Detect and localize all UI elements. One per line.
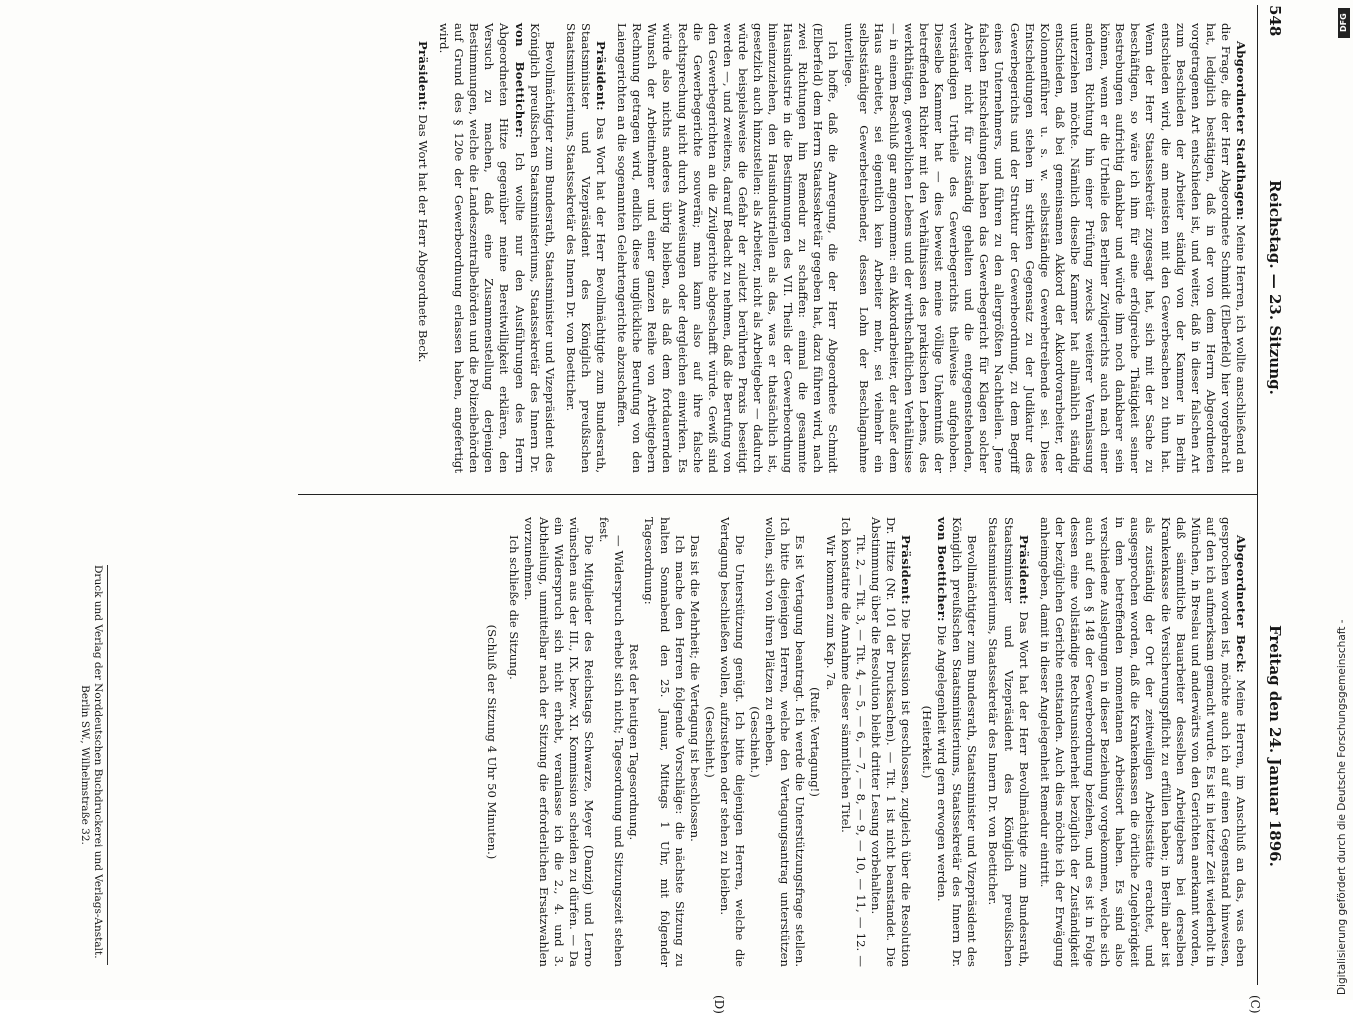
speaker-intro: Bevollmächtigter zum Bundesrath, Staatsminister und Vizepräsident des Königlich preußischen Staatsministeriums, Staatssekretär des Innern Dr.	[527, 23, 557, 473]
interjection: (Heiterkeit.)	[920, 705, 935, 779]
speech-text: Meine Herren, ich wollte anschließend an die Frage, die der Herr Abgeordnete Schmidt (Elberfeld) hier vorgebracht hat, lediglich bestätigen, daß in der von dem Herrn Abgeordneten vorgetragenen Art entschieden ist, und weiter, daß in dieser falschen Art zum Beschieden der Arbeiter ständig von der Kammer in Berlin entschieden wird, die am meisten mit den Gewerbesachen zu thun hat. Wenn der Herr Staatssekretär zugesagt hat, sich mit der Sache zu beschäftigen, so wäre ich ihm für eine erfolgreiche Thätigkeit seiner Bestrebungen aufrichtig dankbar und würde ihm noch dankbarer sein können, wenn er die Urtheile des Berliner Zivilgerichts auch nach einer anderen Richtung hin einer Prüfung zwecks weiterer Veranlassung unterziehen möchte. Nämlich dieselbe Kammer hat allmählich ständig entschieden, daß bei gemeinsamen Akkord der Akkordvorarbeiter, der Kolonnenführer u. s. w. selbstständige Gewerbetreibende sei. Diese Entscheidungen stehen im strikten Gegensatz zu der Judikatur des Gewerbegerichts und der Struktur der Gewerbeordnung, zu dem Begriff eines Unternehmers, und führen zu den allergrößten Nachtheilen. Jene falschen Entscheidungen haben das Gewerbegericht für Klagen solcher Arbeiter nicht für zuständig gehalten und die entgegenstehenden, verständigen Urtheile des Gewerbegerichts theilweise aufgehoben. Dieselbe Kammer hat — dies beweist meine völlige Unkenntniß der betreffenden Richter mit den Verhältnissen des praktischen Lebens, des werkthätigen, gewerblichen Lebens und der wirthschaftlichen Verhältnisse — in einem Beschluß gar angenommen: ein Akkordarbeiter, der außer dem Haus arbeitet, sei eigentlich kein Arbeiter mehr, sei vielmehr ein selbstständiger Gewerbetreibender, dessen Lohn der Beschlagnahme unterliege.	[841, 23, 1248, 473]
paragraph	[985, 517, 1030, 967]
speaker: Präsident:	[899, 535, 914, 605]
paragraph: Wir kommen zum Kap. 7a.	[823, 535, 838, 691]
page-number: 548	[1266, 5, 1284, 37]
speech-text: Ich wollte nur den Ausführungen des Herrn Abgeordneten Hitze gegenüber meine Bereitwilligkeit erklären, den Versuch zu machen, daß eine Zusammenstellung derjenigen Bestimmungen, welche die Landeszentralbehörden und die Polizeibehörden auf Grund des § 120e der Gewerbeordnung erlassen haben, angefertigt wird.	[437, 23, 527, 473]
paragraph: Ich schließe die Sitzung.	[506, 535, 521, 680]
paragraph: — Widerspruch erhebt sich nicht; Tagesordnung und Sitzungszeit stehen fest.	[597, 517, 627, 967]
speech-text: Das Wort hat der Herr Bevollmächtigte zum Bundesrath, Staatsminister und Vizepräsident des Königlich preußischen Staatsministeriums, Staatssekretär des Innern Dr. von Boetticher.	[986, 517, 1031, 967]
header-right-title: Freitag den 24. Januar 1896.	[1266, 625, 1284, 867]
paragraph	[840, 23, 1248, 473]
interjection: (Rufe: Vertagung!)	[808, 687, 823, 797]
agenda-item: Rest der heutigen Tagesordnung.	[627, 643, 642, 841]
speaker: von Boetticher:	[512, 23, 527, 139]
rotated-page-content	[46, 5, 1286, 1014]
paragraph: Ich mache den Herren folgende Vorschläge: die nächste Sitzung zu halten Sonnabend den 25. Januar, Mittags 1 Uhr, mit folgender Tagesordnung:	[642, 517, 687, 967]
imprint-line: Berlin SW., Wilhelmstraße 32.	[79, 685, 91, 845]
speaker-intro: Bevollmächtigter zum Bundesrath, Staatsminister und Vizepräsident des Königlich preußischen Staatsministeriums, Staatssekretär des Innern Dr.	[950, 517, 980, 967]
header-rule	[1257, 5, 1258, 985]
paragraph	[934, 517, 979, 967]
speech-text: Die Diskussion ist geschlossen, zugleich über die Resolution Dr. Hitze (Nr. 101 der Drucksachen). — Tit. 1 ist nicht beanstandet. Die Abstimmung über die Resolution bleibt dritter Lesung vorbehalten.	[868, 517, 914, 967]
header-left-title: Reichstag. — 23. Sitzung.	[1266, 180, 1284, 395]
digitization-note: Digitalisierung gefördert durch die Deutsche Forschungsgemeinschaft -	[1336, 619, 1348, 995]
paragraph	[868, 517, 913, 967]
speaker: Abgeordneter Stadthagen:	[1234, 41, 1248, 221]
right-column	[484, 517, 1248, 967]
session-closing: (Schluß der Sitzung 4 Uhr 50 Minuten.)	[485, 624, 500, 860]
paragraph: Ich hoffe, daß die Anregung, die der Herr Abgeordnete Schmidt (Elberfeld) dem Herrn Staatssekretär gegeben hat, dazu führen wird, nach zwei Richtungen hin Remedur zu schaffen: einmal die gesammte Hausindustrie in die Bestimmungen des VII. Theils der Gewerbeordnung hineinzuziehen, den Hausindustriellen als das, was er thatsächlich ist, gesetzlich auch hinzustellen: als Arbeiter, nicht als Arbeitgeber — dadurch würde beispielsweise die Gefahr der zuletzt berührten Praxis beseitigt werden —, und zweitens, darauf Bedacht zu nehmen, daß die Berufung von den Gewerbegerichten an die Zivilgerichte abgeschafft würde. Gewiß sind die Gewerbegerichte souverän; man kann also auf ihre falsche Rechtsprechung nicht durch Anweisungen oder dergleichen einwirken. Es würde also nichts anderes übrig bleiben, als daß dem fortdauernden Wunsch der Arbeitnehmer und einer ganzen Reihe von Arbeitgebern Rechnung getragen wird, endlich diese unglückliche Berufung von den Laiengerichten an die sogenannten Gelehrtengerichte abzuschaffen.	[615, 23, 841, 473]
speech-text: Das Wort hat der Herr Bevollmächtigte zum Bundesrath, Staatsminister und Vizepräsident des Königlich preußischen Staatsministeriums, Staatssekretär des Innern Dr. von Boetticher.	[563, 23, 609, 473]
speaker: Abgeordneter Beck:	[1234, 535, 1248, 673]
speaker: Präsident:	[1016, 535, 1031, 605]
imprint-line: Druck und Verlag der Norddeutschen Buchdruckerei und Verlags-Anstalt.	[92, 565, 104, 959]
dfg-logo: DFG	[1338, 8, 1350, 38]
paragraph	[563, 23, 608, 473]
speaker: Präsident:	[594, 41, 609, 111]
running-header	[1264, 5, 1286, 985]
paragraph: Die Unterstützung genügt. Ich bitte diejenigen Herren, welche die Vertagung beschließen wollen, aufzustehen oder stehen zu bleiben.	[717, 517, 747, 967]
speech-text: Meine Herren, im Anschluß an das, was eben gesprochen worden ist, möchte auch ich auf einen Gegenstand hinweisen, auf den ich aufmerksam gemacht wurde. Es ist in letzter Zeit wiederholt in München, in Breslau und anderwärts von den Gerichten anerkannt worden, daß sämmtliche Bauarbeiter desselben Arbeitgebers bei derselben Krankenkasse die Versicherungspflicht zu erfüllen haben; in Berlin aber ist als zuständig der Ort der zeitweiligen Arbeitsstätte erachtet, und ausgesprochen worden, daß die Krankenkassen die örtliche Zugehörigkeit in dem betreffenden momentanen Arbeitsort haben. Es sind also verschiedene Auslegungen in dieser Beziehung vorgekommen, welche sich auch auf den § 148 der Gewerbeordnung beziehen, und es ist in Folge dessen eine vollständige Rechtsunsicherheit bezüglich der Zuständigkeit der bezüglichen Gerichte entstanden. Auch dies möchte ich der Erwägung anheimgeben, damit in dieser Angelegenheit Remedur eintritt.	[1037, 517, 1248, 967]
speech-text: Das Wort hat der Herr Abgeordnete Beck.	[416, 110, 431, 363]
column-divider	[298, 494, 1258, 495]
paragraph: Es ist Vertagung beantragt. Ich werde die Unterstützungsfrage stellen. Ich bitte diejenigen Herren, welche den Vertagungsantrag unterstützen wollen, sich von ihren Plätzen zu erheben.	[763, 517, 808, 967]
interjection: (Geschieht.)	[702, 706, 717, 778]
interjection: (Geschieht.)	[748, 706, 763, 778]
paragraph	[436, 23, 557, 473]
margin-mark-c: (C)	[1248, 995, 1262, 1014]
speaker: von Boetticher:	[935, 517, 950, 622]
paragraph: Die Mitglieder des Reichstags Schwarze, Meyer (Danzig) und Lerno wünschen aus der III., IX. bezw. XI. Kommission scheiden zu dürfen. — Da ein Widerspruch sich nicht erhebt, veranlasse ich die 2., 4. und 3. Abtheilung, unmittelbar nach der Sitzung die erforderlichen Ersatzwahlen vorzunehmen.	[521, 517, 597, 967]
paragraph	[415, 23, 430, 473]
speech-text: Die Angelegenheit wird gern erwogen werden.	[935, 621, 950, 902]
printer-imprint	[78, 565, 108, 965]
paragraph: Tit. 2, — Tit. 3, — Tit. 4, — 5, — 6, — 7, — 8, — 9, — 10, — 11, — 12. — Ich konstatire die Annahme dieser sämmtlichen Titel.	[838, 517, 868, 967]
left-column	[415, 23, 1248, 473]
margin-mark-d: (D)	[712, 995, 726, 1014]
paragraph	[1037, 517, 1248, 967]
speaker: Präsident:	[416, 41, 431, 111]
paragraph: Das ist die Mehrheit; die Vertagung ist beschlossen.	[687, 535, 702, 842]
